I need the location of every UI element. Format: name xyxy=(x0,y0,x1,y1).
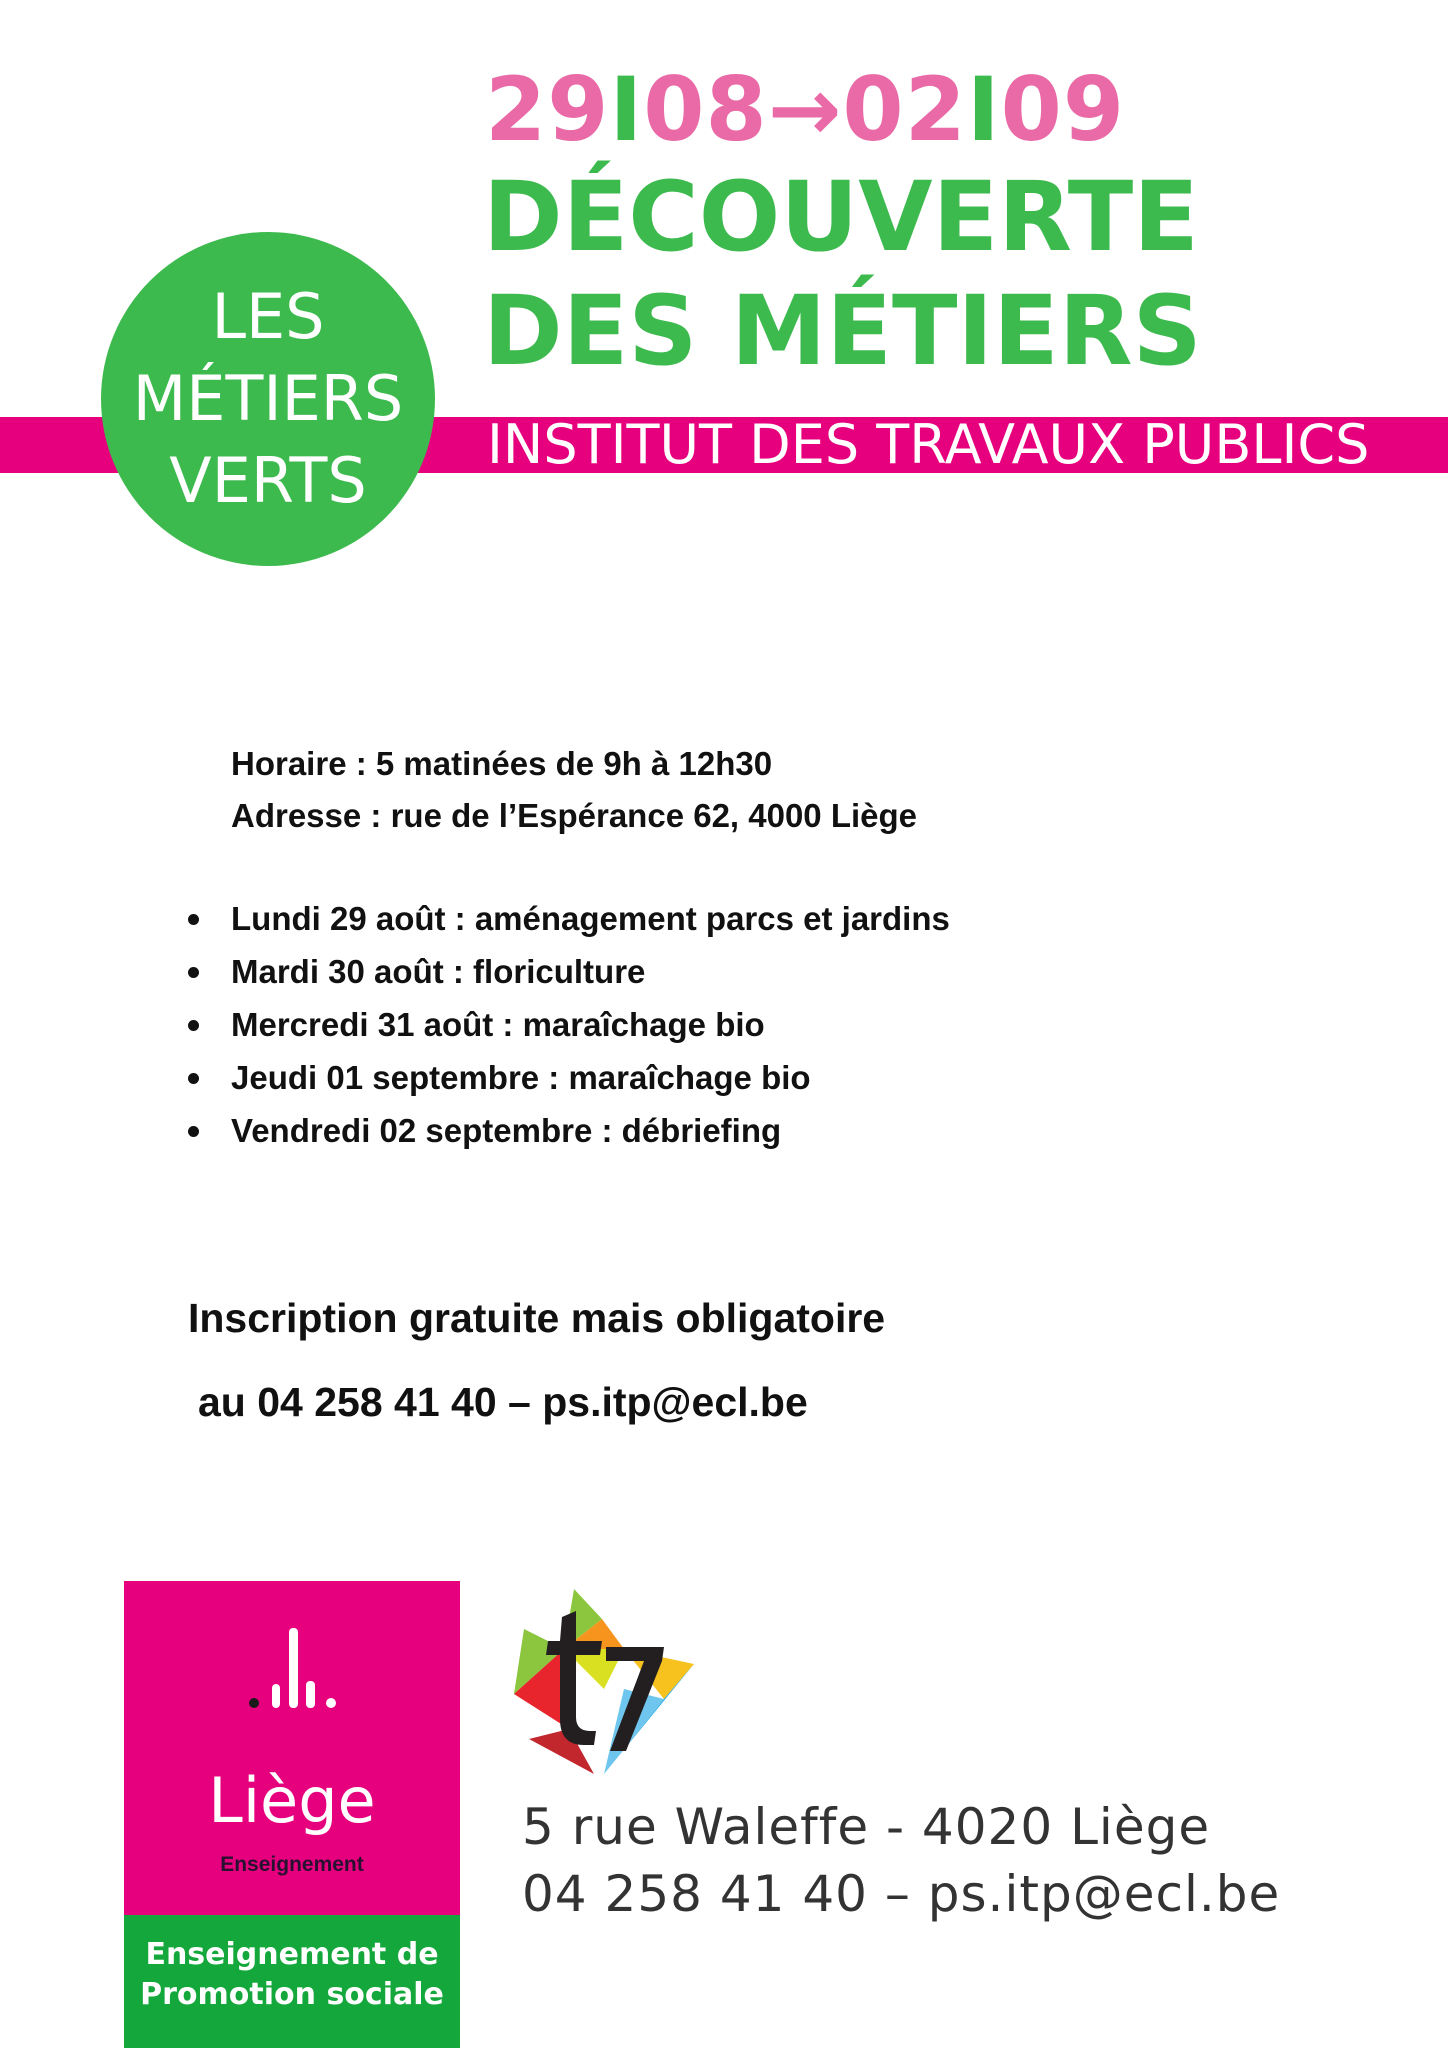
promotion-line-2: Promotion sociale xyxy=(140,1977,444,2012)
promotion-line-1: Enseignement de xyxy=(145,1937,439,1972)
bullet-icon xyxy=(188,1073,199,1084)
list-item-text: Mardi 30 août : floriculture xyxy=(231,953,646,990)
list-item xyxy=(188,998,950,1051)
promotion-sociale-box xyxy=(124,1915,460,2048)
bullet-icon xyxy=(188,1126,199,1137)
footer-contact: 04 258 41 40 – ps.itp@ecl.be xyxy=(522,1865,1281,1923)
date-separator: I xyxy=(966,58,1001,161)
list-item xyxy=(188,892,950,945)
bullet-icon xyxy=(188,967,199,978)
registration-note: Inscription gratuite mais obligatoire xyxy=(188,1295,886,1341)
list-item-text: Mercredi 31 août : maraîchage bio xyxy=(231,1006,765,1043)
bullet-icon xyxy=(188,1020,199,1031)
title-line-1: DÉCOUVERTE xyxy=(483,161,1199,273)
end-month: 09 xyxy=(1000,58,1126,161)
bullet-icon xyxy=(188,914,199,925)
schedule-hours: Horaire : 5 matinées de 9h à 12h30 xyxy=(231,745,773,782)
badge-line-3: VERTS xyxy=(169,444,367,517)
list-item xyxy=(188,945,950,998)
metiers-verts-badge xyxy=(101,232,435,566)
liege-logo-word: Liège xyxy=(208,1764,376,1837)
date-separator: I xyxy=(609,58,644,161)
t7-logo xyxy=(514,1589,700,1775)
start-day: 29 xyxy=(485,58,610,161)
arrow-icon: → xyxy=(767,58,843,161)
start-month: 08 xyxy=(643,58,768,161)
badge-line-1: LES xyxy=(211,280,325,353)
footer-address: 5 rue Waleffe - 4020 Liège xyxy=(522,1798,1211,1856)
registration-contact: au 04 258 41 40 – ps.itp@ecl.be xyxy=(198,1379,808,1425)
list-item xyxy=(188,1051,950,1104)
list-item-text: Jeudi 01 septembre : maraîchage bio xyxy=(231,1059,811,1096)
list-item-text: Vendredi 02 septembre : débriefing xyxy=(231,1112,782,1149)
list-item xyxy=(188,1104,950,1157)
institute-name: INSTITUT DES TRAVAUX PUBLICS xyxy=(487,413,1370,476)
title-line-2: DES MÉTIERS xyxy=(483,275,1202,387)
event-dates xyxy=(485,58,1126,161)
program-list xyxy=(188,892,950,1157)
event-address: Adresse : rue de l’Espérance 62, 4000 Liège xyxy=(231,797,918,834)
list-item-text: Lundi 29 août : aménagement parcs et jardins xyxy=(231,900,950,937)
liege-logo-subtitle: Enseignement xyxy=(220,1853,364,1876)
end-day: 02 xyxy=(842,58,967,161)
badge-line-2: MÉTIERS xyxy=(132,362,404,435)
